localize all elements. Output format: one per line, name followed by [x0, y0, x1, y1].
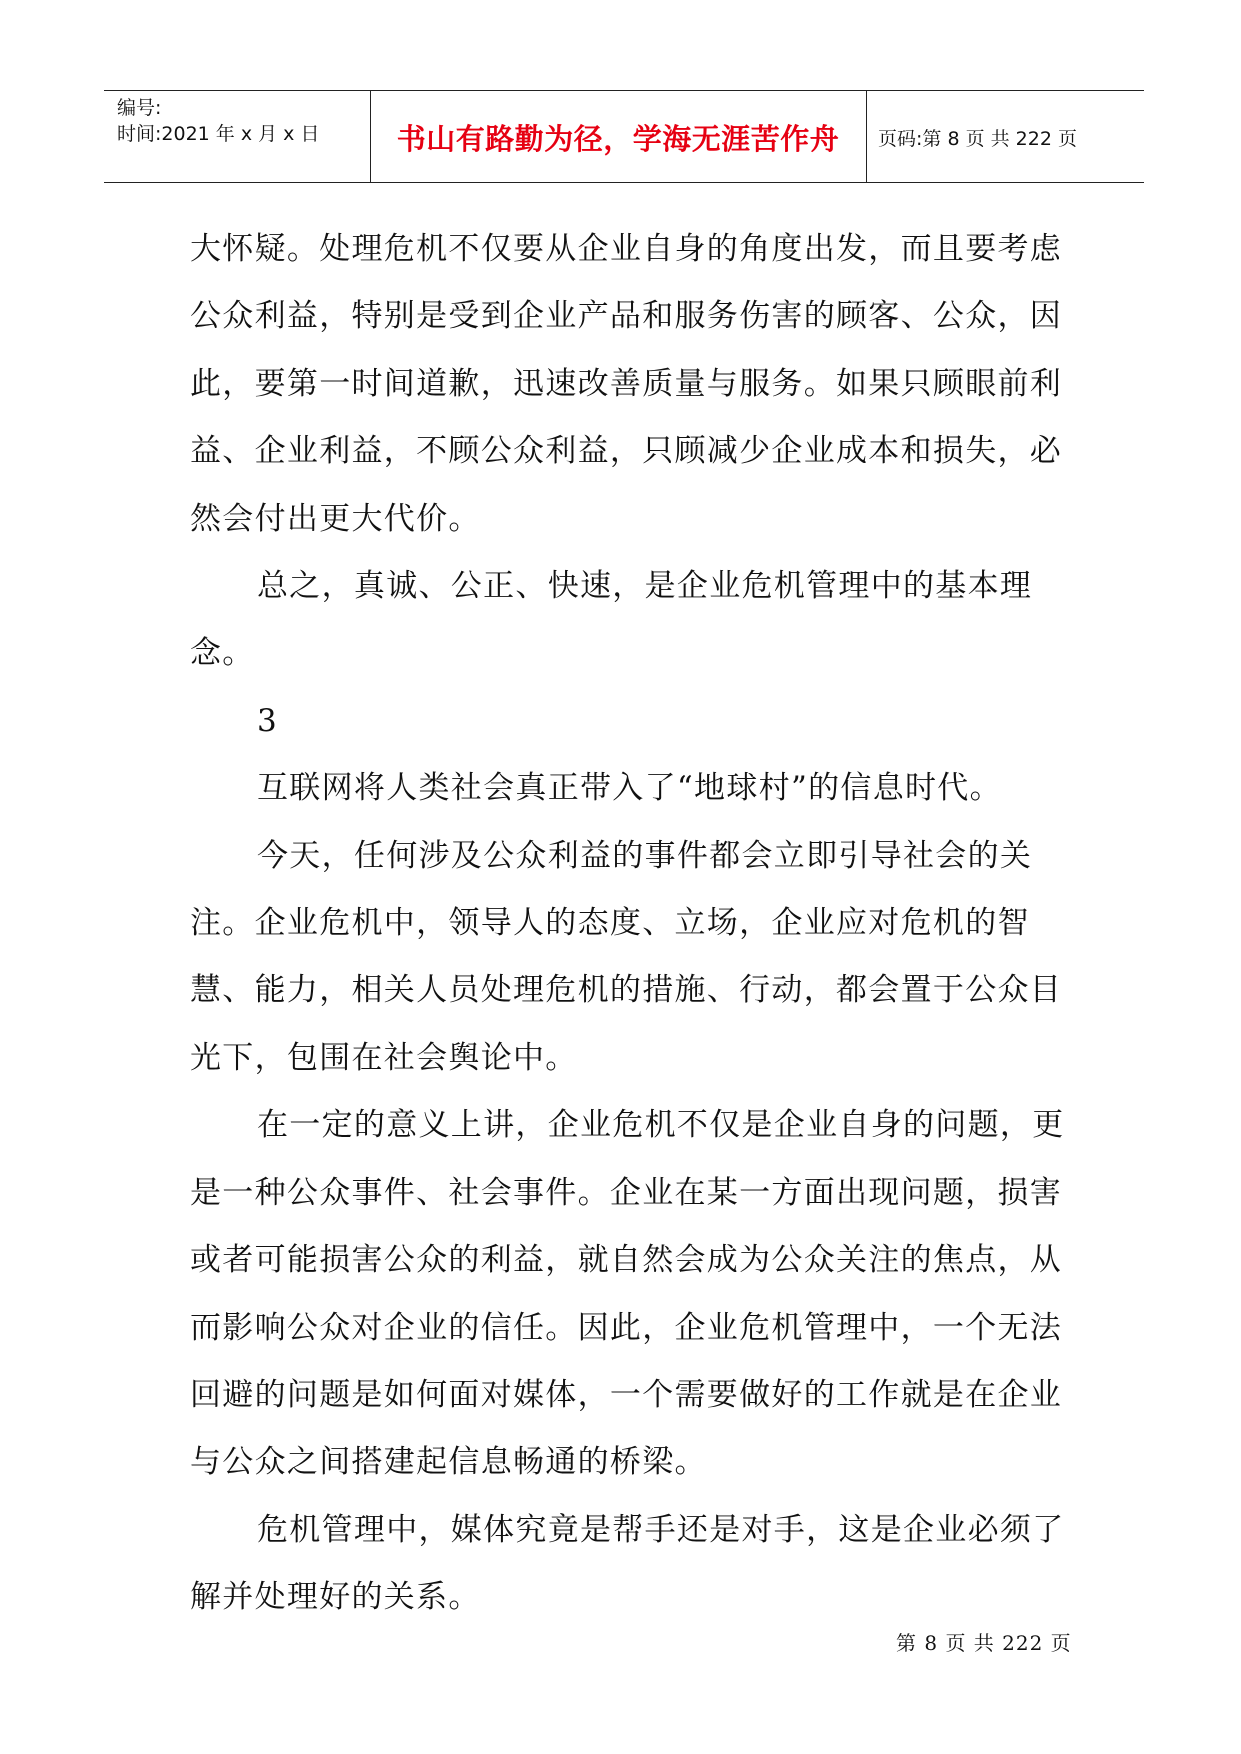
paragraph-6: 危机管理中，媒体究竟是帮手还是对手，这是企业必须了解并处理好的关系。 — [190, 1511, 1065, 1616]
paragraph-5: 在一定的意义上讲，企业危机不仅是企业自身的问题，更是一种公众事件、社会事件。企业在某一方面出现问题，损害或者可能损害公众的利益，就自然会成为公众关注的焦点，从而影响公众对企业的信任。因此，企业危机管理中，一个无法回避的问题是如何面对媒体，一个需要做好的工作就是在企业与公众之间搭建起信息畅通的桥梁。 — [190, 1107, 1065, 1481]
motto-text: 书山有路勤为径，学海无涯苦作舟 — [396, 122, 840, 156]
paragraph-2: 总之，真诚、公正、快速，是企业危机管理中的基本理念。 — [190, 568, 1033, 672]
paragraph-3: 互联网将人类社会真正带入了“地球村”的信息时代。 — [257, 770, 1002, 807]
section-number: 3 — [257, 702, 279, 739]
header-motto-cell — [370, 91, 867, 182]
paragraph-1: 大怀疑。处理危机不仅要从企业自身的角度出发，而且要考虑公众利益，特别是受到企业产品和服务伤害的顾客、公众，因此，要第一时间道歉，迅速改善质量与服务。如果只顾眼前利益、企业利益，不顾公众利益，只顾减少企业成本和损失，必然会付出更大代价。 — [190, 231, 1063, 537]
header-info-cell — [104, 91, 371, 182]
serial-number-label: 编号: — [117, 97, 162, 119]
time-label: 时间:2021 年 x 月 x 日 — [117, 123, 320, 145]
page-header — [104, 90, 1144, 183]
paragraph-4: 今天，任何涉及公众利益的事件都会立即引导社会的关注。企业危机中，领导人的态度、立场，企业应对危机的智慧、能力，相关人员处理危机的措施、行动，都会置于公众目光下，包围在社会舆论中。 — [190, 837, 1063, 1076]
page-footer: 第 8 页 共 222 页 — [896, 1631, 1072, 1655]
page-number-label: 页码:第 8 页 共 222 页 — [878, 128, 1077, 150]
document-body — [190, 216, 1070, 1632]
header-pager-cell — [866, 91, 1144, 182]
